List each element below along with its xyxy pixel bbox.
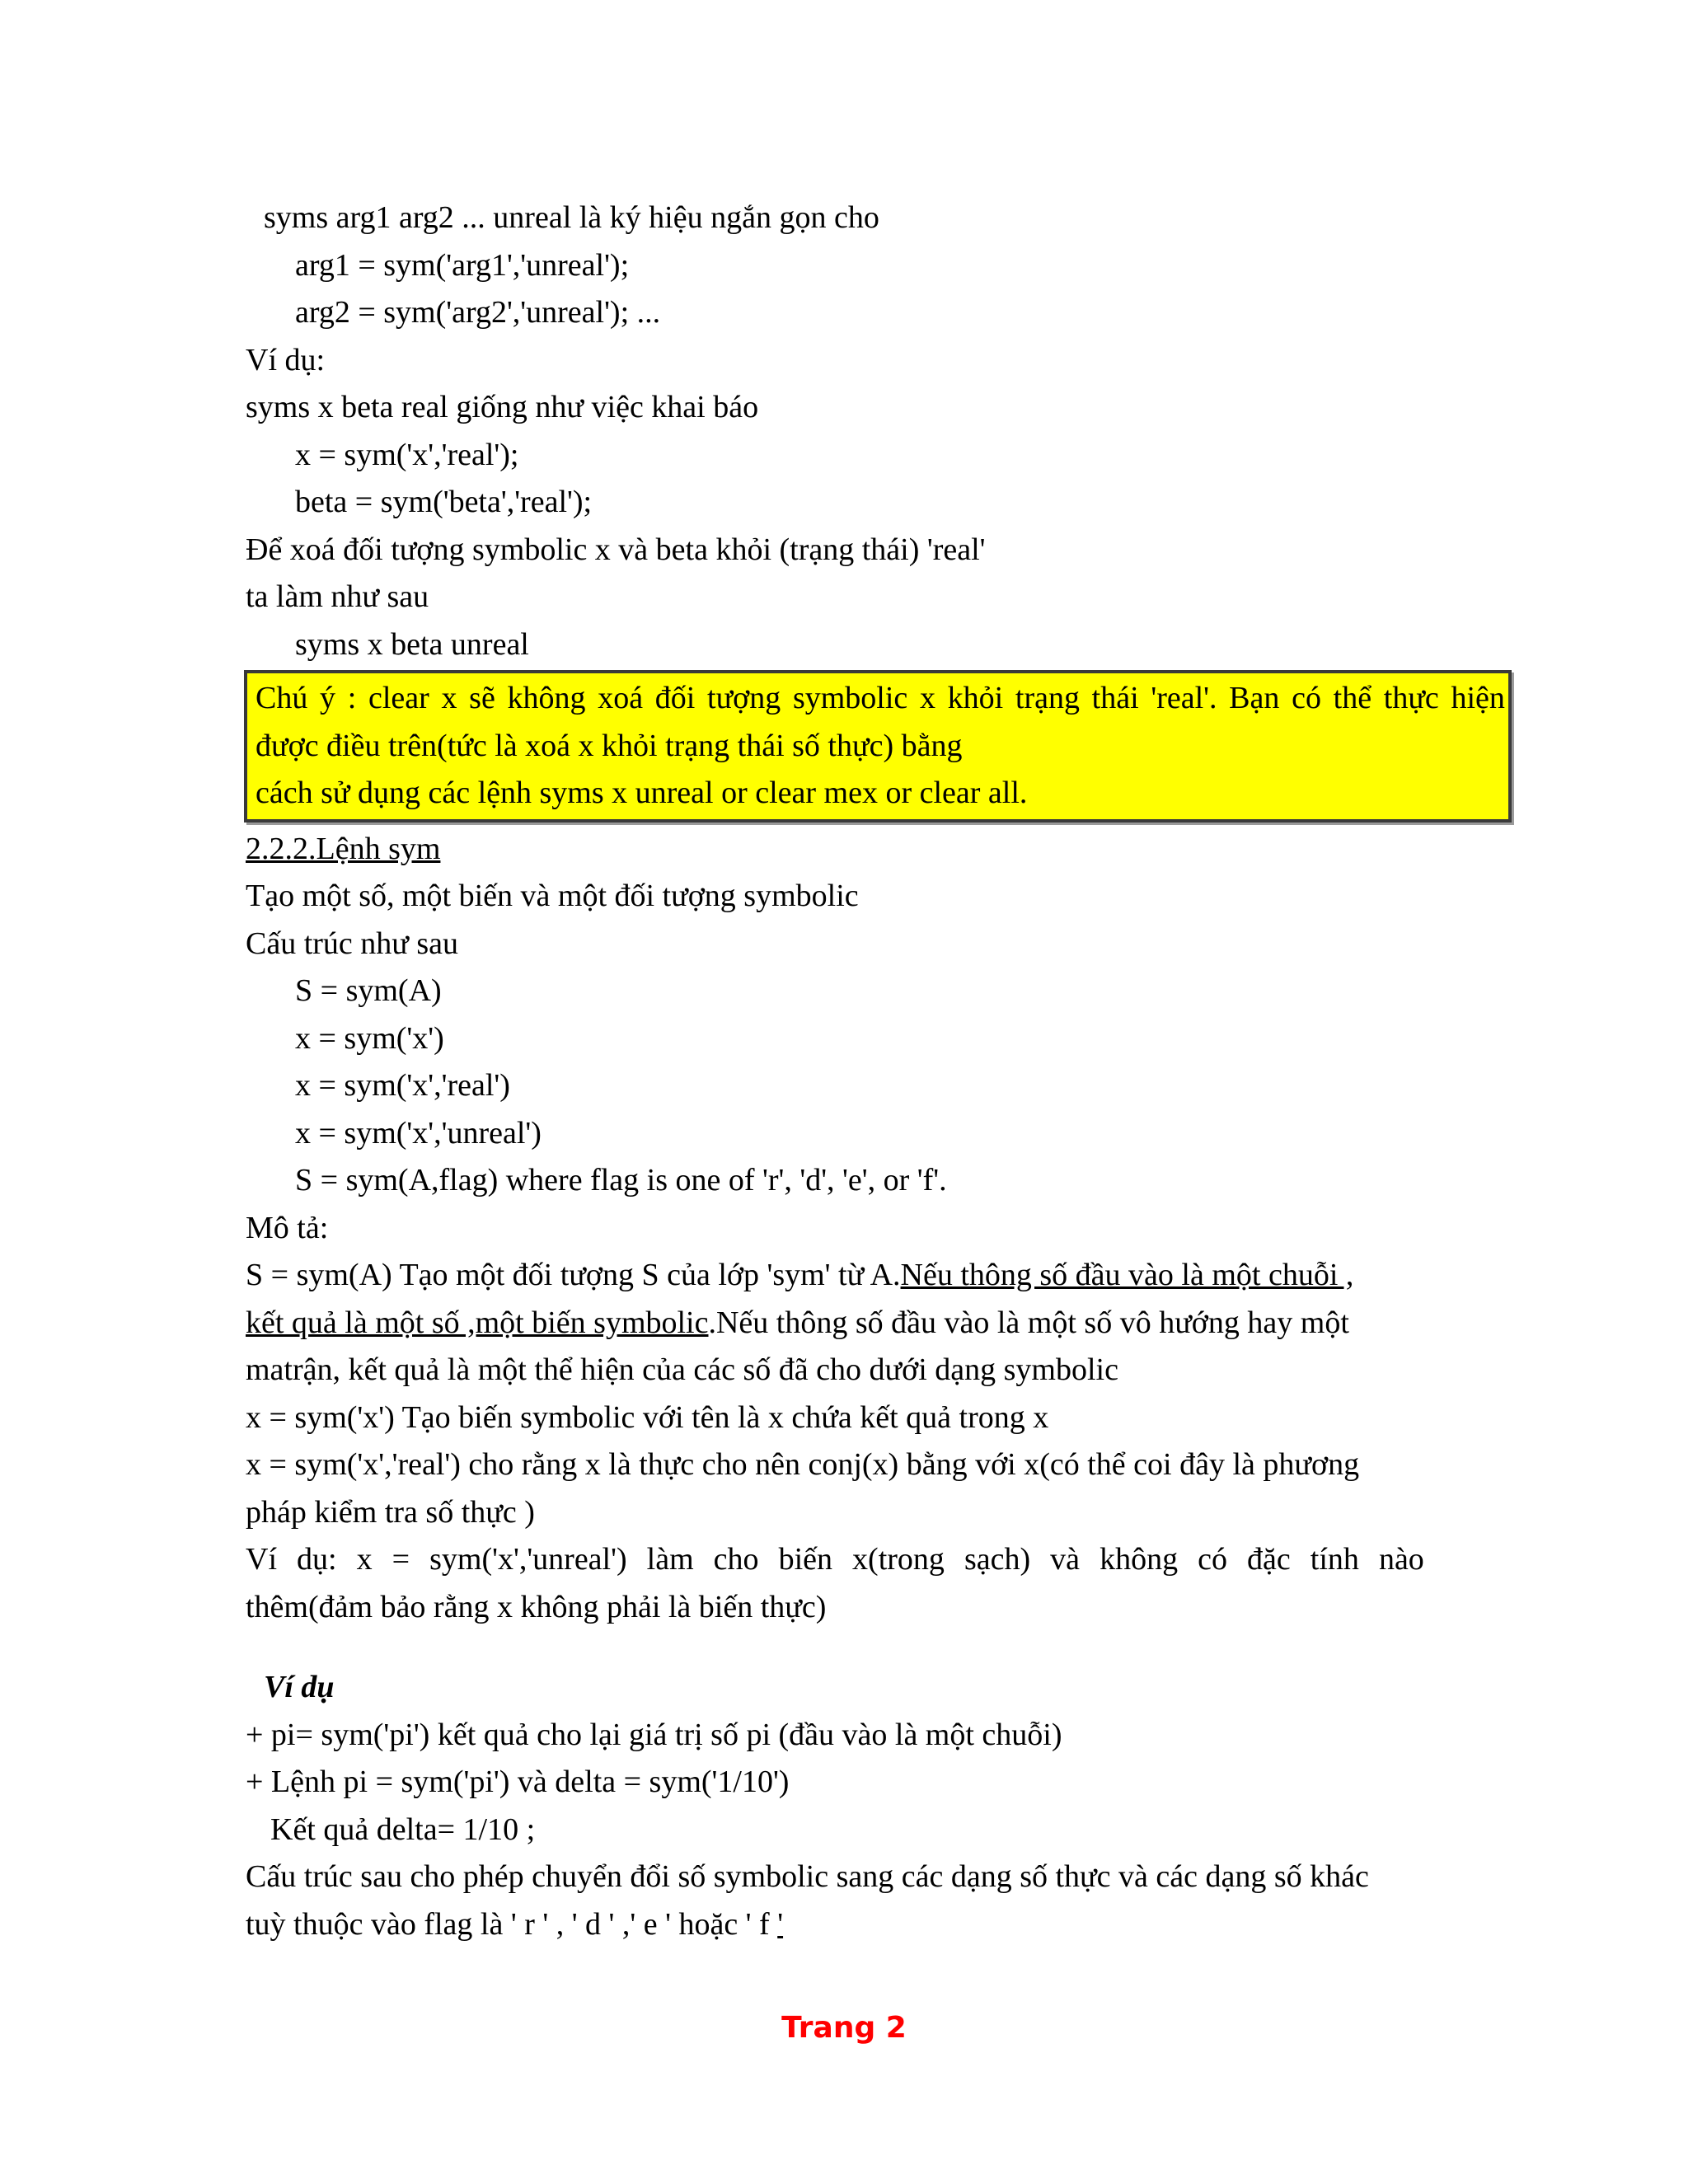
example-line: Cấu trúc sau cho phép chuyển đổi số symbolic sang các dạng số thực và các dạng số khác [246, 1859, 1369, 1894]
section-heading: 2.2.2.Lệnh sym [246, 831, 441, 866]
syntax-line: S = sym(A) [295, 973, 442, 1008]
text-line: ta làm như sau [246, 579, 429, 614]
page-content [246, 194, 1531, 1948]
description-line: S = sym(A) Tạo một đối tượng S của lớp 'sym' từ A.Nếu thông số đầu vào là một chuỗi , [246, 1258, 1354, 1292]
text-line: Để xoá đối tượng symbolic x và beta khỏi (trạng thái) 'real' [246, 532, 986, 567]
description-line: x = sym('x') Tạo biến symbolic với tên là x chứa kết quả trong x [246, 1399, 1049, 1435]
syntax-line: x = sym('x','unreal') [295, 1115, 542, 1151]
code-line: arg1 = sym('arg1','unreal'); [295, 247, 630, 283]
text-line: syms arg1 arg2 ... unreal là ký hiệu ngắn gọn cho [264, 200, 879, 235]
spacer [246, 1631, 1531, 1664]
description-line: thêm(đảm bảo rằng x không phải là biến thực) [246, 1589, 827, 1624]
description-line: x = sym('x','real') cho rằng x là thực cho nên conj(x) bằng với x(có thể coi đây là phương [246, 1447, 1360, 1482]
syntax-line: x = sym('x','real') [295, 1068, 510, 1103]
page-number: Trang 2 [781, 2011, 907, 2045]
structure-label: Cấu trúc như sau [246, 926, 459, 961]
code-line: x = sym('x','real'); [295, 437, 519, 472]
note-box [244, 670, 1512, 823]
code-line: beta = sym('beta','real'); [295, 485, 593, 519]
example-line: tuỳ thuộc vào flag là ' r ' , ' d ' ,' e ' hoặc ' f ' [246, 1906, 784, 1942]
description-line-justified: Ví dụ: x = sym('x','unreal') làm cho biến x(trong sạch) và không có đặc tính nào [246, 1542, 1424, 1577]
note-line-1: Chú ý : clear x sẽ không xoá đối tượng symbolic x khỏi trạng thái 'real'. Bạn có thể thực hiện [256, 681, 1505, 715]
code-line: syms x beta unreal [295, 626, 529, 662]
description-line: matrận, kết quả là một thể hiện của các số đã cho dưới dạng symbolic [246, 1352, 1118, 1387]
section-intro: Tạo một số, một biến và một đối tượng symbolic [246, 879, 859, 913]
note-line-2: được điều trên(tức là xoá x khỏi trạng thái số thực) bằng [256, 728, 963, 763]
example-heading: Ví dụ [264, 1670, 335, 1704]
example-line: + pi= sym('pi') kết quả cho lại giá trị số pi (đầu vào là một chuỗi) [246, 1717, 1062, 1752]
description-line: pháp kiểm tra số thực ) [246, 1494, 535, 1530]
example-line: + Lệnh pi = sym('pi') và delta = sym('1/10') [246, 1765, 790, 1799]
example-label: Ví dụ: [246, 342, 326, 377]
syntax-line: S = sym(A,flag) where flag is one of 'r', 'd', 'e', or 'f'. [295, 1163, 947, 1197]
example-result: Kết quả delta= 1/10 ; [270, 1811, 536, 1847]
code-line: arg2 = sym('arg2','unreal'); ... [295, 295, 661, 330]
description-label: Mô tả: [246, 1210, 329, 1245]
note-line-3: cách sử dụng các lệnh syms x unreal or clear mex or clear all. [256, 776, 1028, 810]
description-line: kết quả là một số ,một biến symbolic.Nếu thông số đầu vào là một số vô hướng hay một [246, 1305, 1349, 1340]
syntax-line: x = sym('x') [295, 1020, 444, 1056]
text-line: syms x beta real giống như việc khai báo [246, 390, 759, 424]
